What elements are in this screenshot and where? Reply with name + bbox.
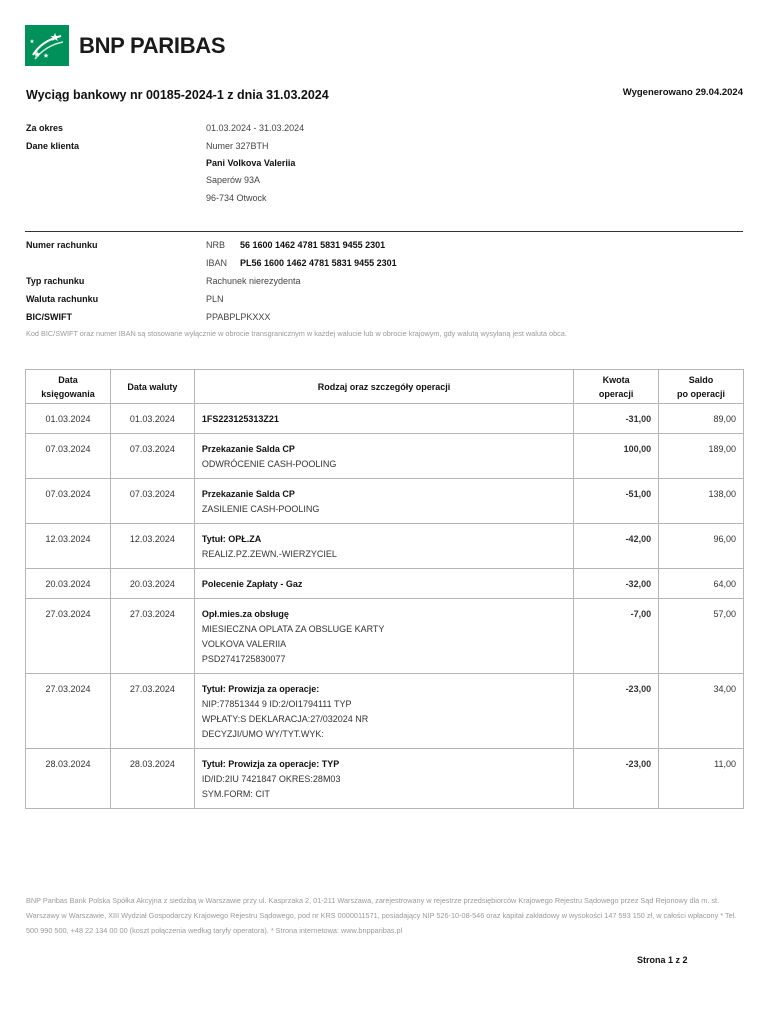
- table-row: [26, 599, 744, 674]
- brand-name: BNP PARIBAS: [79, 32, 226, 58]
- client-number: Numer 327BTH: [206, 141, 269, 151]
- booking-date-cell: 12.03.2024: [26, 524, 111, 569]
- iban-value: PL56 1600 1462 4781 5831 9455 2301: [240, 258, 397, 268]
- account-type-value: Rachunek nierezydenta: [206, 276, 301, 286]
- iban-label: IBAN: [206, 258, 228, 268]
- operation-title: 1FS223125313Z21: [201, 414, 279, 424]
- operation-detail-line: WPŁATY:S DEKLARACJA:27/032024 NR: [201, 714, 369, 724]
- balance-cell: 96,00: [659, 524, 744, 569]
- operation-detail-line: ZASILENIE CASH-POOLING: [201, 504, 320, 514]
- operation-detail-line: REALIZ.PZ.ZEWN.-WIERZYCIEL: [201, 549, 337, 559]
- table-row: [26, 404, 744, 434]
- balance-cell: 89,00: [659, 404, 744, 434]
- value-date-cell: 27.03.2024: [110, 599, 194, 674]
- booking-date-cell: 27.03.2024: [26, 599, 111, 674]
- amount-cell: 100,00: [574, 434, 659, 479]
- details-cell: [194, 479, 573, 524]
- currency-label: Waluta rachunku: [26, 294, 99, 304]
- operation-title: Przekazanie Salda CP: [201, 444, 295, 454]
- balance-cell: 189,00: [659, 434, 744, 479]
- table-header-row: [26, 370, 744, 404]
- details-cell: [194, 599, 573, 674]
- balance-cell: 138,00: [659, 479, 744, 524]
- booking-date-cell: 07.03.2024: [26, 479, 111, 524]
- period-value: 01.03.2024 - 31.03.2024: [206, 123, 305, 133]
- header-booking-date: Data księgowania: [26, 370, 111, 404]
- operation-title: Polecenie Zapłaty - Gaz: [201, 579, 303, 589]
- header-amount: Kwota operacji: [574, 370, 659, 404]
- operations-table: [25, 369, 744, 809]
- details-cell: [194, 434, 573, 479]
- details-cell: [194, 749, 573, 809]
- table-row: [26, 569, 744, 599]
- statement-title: Wyciąg bankowy nr 00185-2024-1 z dnia 31.03.2024: [26, 88, 329, 102]
- table-row: [26, 749, 744, 809]
- operation-detail-line: NIP:77851344 9 ID:2/OI1794111 TYP: [201, 699, 352, 709]
- table-row: [26, 434, 744, 479]
- booking-date-cell: 07.03.2024: [26, 434, 111, 479]
- amount-cell: -7,00: [574, 599, 659, 674]
- bic-label: BIC/SWIFT: [26, 312, 72, 322]
- address-line-2: 96-734 Otwock: [206, 193, 267, 203]
- operation-detail-line: ID/ID:2IU 7421847 OKRES:28M03: [201, 774, 341, 784]
- balance-cell: 11,00: [659, 749, 744, 809]
- header-balance: Saldo po operacji: [659, 370, 744, 404]
- details-cell: [194, 404, 573, 434]
- bic-value: PPABPLPKXXX: [206, 312, 271, 322]
- value-date-cell: 27.03.2024: [110, 674, 194, 749]
- value-date-cell: 20.03.2024: [110, 569, 194, 599]
- account-number-label: Numer rachunku: [26, 240, 98, 250]
- balance-cell: 57,00: [659, 599, 744, 674]
- account-type-label: Typ rachunku: [26, 276, 85, 286]
- value-date-cell: 12.03.2024: [110, 524, 194, 569]
- bnp-stars-icon: [25, 25, 69, 66]
- operation-detail-line: DECYZJI/UMO WY/TYT.WYK:: [201, 729, 324, 739]
- value-date-cell: 07.03.2024: [110, 434, 194, 479]
- generated-date: Wygenerowano 29.04.2024: [622, 87, 743, 98]
- page-number: Strona 1 z 2: [637, 955, 688, 965]
- header-value-date: Data waluty: [110, 370, 194, 404]
- table-row: [26, 674, 744, 749]
- nrb-row: [206, 240, 385, 250]
- amount-cell: -51,00: [574, 479, 659, 524]
- currency-value: PLN: [206, 294, 224, 304]
- header-details: Rodzaj oraz szczegóły operacji: [194, 370, 573, 404]
- details-cell: [194, 674, 573, 749]
- operation-detail-line: PSD2741725830077: [201, 654, 286, 664]
- balance-cell: 64,00: [659, 569, 744, 599]
- operation-title: Tytuł: Prowizja za operacje:: [201, 684, 320, 694]
- address-line-1: Saperów 93A: [206, 175, 261, 185]
- bic-note: Kod BIC/SWIFT oraz numer IBAN są stosowane wyłącznie w obrocie transgranicznym w każdej walucie lub w obrocie krajowym, gdy walutą wysyłaną jest waluta obca.: [26, 329, 567, 338]
- amount-cell: -31,00: [574, 404, 659, 434]
- operation-title: Tytuł: Prowizja za operacje: TYP: [201, 759, 340, 769]
- value-date-cell: 28.03.2024: [110, 749, 194, 809]
- table-row: [26, 524, 744, 569]
- nrb-value: 56 1600 1462 4781 5831 9455 2301: [240, 240, 386, 250]
- booking-date-cell: 27.03.2024: [26, 674, 111, 749]
- bank-logo: [25, 25, 225, 66]
- operation-detail-line: VOLKOVA VALERIIA: [201, 639, 287, 649]
- operation-detail-line: SYM.FORM: CIT: [201, 789, 270, 799]
- table-row: [26, 479, 744, 524]
- legal-footer: BNP Paribas Bank Polska Spółka Akcyjna z siedzibą w Warszawie przy ul. Kasprzaka 2, 01-211 Warszawa, zarejestrowany w rejestrze przedsiębiorców Krajowego Rejestru Sądowego przez Sąd Rejonowy dla m. st. Warszawy w Warszawie, XIII Wydział Gospodarczy Krajowego Rejestru Sądowego, pod nr KRS 0000011571, posiadający NIP 526-10-08-546 oraz kapitał zakładowy w wysokości 147 593 150 zł, w całości wpłacony * Tel. 500 990 500, +48 22 134 00 00 (koszt połączenia według taryfy operatora). * Strona internetowa: www.bnpparibas.pl: [26, 896, 737, 935]
- operation-title: Przekazanie Salda CP: [201, 489, 295, 499]
- client-label: Dane klienta: [26, 141, 80, 151]
- amount-cell: -23,00: [574, 674, 659, 749]
- nrb-label: NRB: [206, 240, 226, 250]
- amount-cell: -23,00: [574, 749, 659, 809]
- operation-detail-line: MIESIECZNA OPLATA ZA OBSLUGE KARTY: [201, 624, 385, 634]
- operation-title: Opł.mies.za obsługę: [201, 609, 289, 619]
- amount-cell: -42,00: [574, 524, 659, 569]
- section-divider: [25, 231, 743, 232]
- period-label: Za okres: [26, 123, 64, 133]
- balance-cell: 34,00: [659, 674, 744, 749]
- value-date-cell: 01.03.2024: [110, 404, 194, 434]
- booking-date-cell: 20.03.2024: [26, 569, 111, 599]
- booking-date-cell: 01.03.2024: [26, 404, 111, 434]
- iban-row: [206, 258, 397, 268]
- client-name: Pani Volkova Valeriia: [206, 158, 296, 168]
- operation-title: Tytuł: OPŁ.ZA: [201, 534, 262, 544]
- booking-date-cell: 28.03.2024: [26, 749, 111, 809]
- value-date-cell: 07.03.2024: [110, 479, 194, 524]
- operation-detail-line: ODWRÓCENIE CASH-POOLING: [201, 459, 337, 469]
- details-cell: [194, 569, 573, 599]
- amount-cell: -32,00: [574, 569, 659, 599]
- details-cell: [194, 524, 573, 569]
